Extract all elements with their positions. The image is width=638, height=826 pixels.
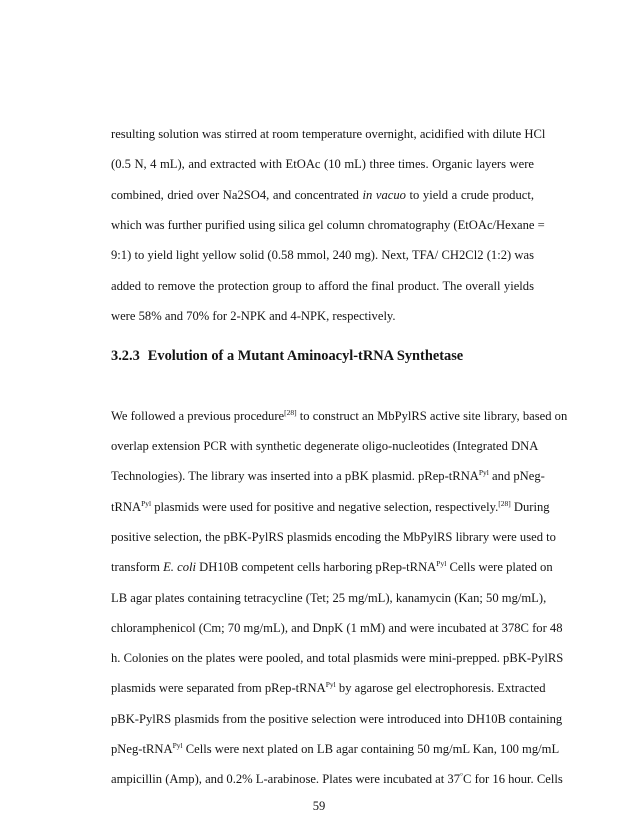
subscript-like: 2 — [237, 188, 244, 202]
superscript: Pyl — [436, 559, 447, 568]
section-heading — [111, 348, 541, 365]
italic-term: in vacuo — [362, 188, 406, 202]
text-run: by agarose gel electrophoresis. Extracted — [335, 681, 546, 695]
text-run: plasmids were separated from pRep-tRNA — [111, 681, 326, 695]
text-run: 9:1) to yield light yellow solid (0.58 mmol, 240 mg). Next, TFA/ CH — [111, 248, 459, 262]
text-run: , and concentrated — [266, 188, 363, 202]
text-run: overlap extension PCR with synthetic degenerate oligo-nucleotides (Integrated DNA — [111, 439, 539, 453]
page-number: 59 — [312, 799, 326, 813]
text-run: were 58% and 70% for 2-NPK and 4-NPK, respectively. — [111, 309, 396, 323]
text-run: ampicillin (Amp), and 0.2% L-arabinose. Plates were incubated at 37 — [111, 772, 461, 786]
text-run: (0.5 N, 4 mL), and extracted with EtOAc (10 mL) three times. Organic layers were — [111, 157, 534, 171]
paragraph-line — [111, 126, 546, 142]
text-run: to yield a crude product, — [405, 188, 534, 202]
subscript-like: 2 — [477, 248, 484, 262]
paragraph-line-last — [111, 308, 534, 324]
superscript: Pyl — [172, 741, 183, 750]
text-run: chloramphenicol (Cm; 70 mg/mL), and DnpK (1 mM) and were incubated at 378C for 48 — [111, 621, 563, 635]
text-run: added to remove the protection group to afford the final product. The overall yields — [111, 279, 534, 293]
superscript: ° — [460, 771, 464, 780]
text-run: During — [510, 500, 550, 514]
text-run: C for 16 hour. Cells — [463, 772, 563, 786]
paragraph-line — [111, 278, 534, 294]
text-run: Technologies). The library was inserted into a pBK plasmid. pRep-tRNA — [111, 469, 479, 483]
subscript-like: 4 — [259, 188, 267, 202]
superscript: Pyl — [478, 468, 489, 477]
text-run: positive selection, the pBK-PylRS plasmids encoding the MbPylRS library were used to — [111, 530, 556, 544]
paragraph-line — [111, 217, 545, 233]
text-run: h. Colonies on the plates were pooled, and total plasmids were mini-prepped. pBK-PylRS — [111, 651, 564, 665]
text-run: and pNeg- — [488, 469, 545, 483]
paragraph-line — [111, 680, 546, 696]
citation-ref: [28] — [498, 499, 511, 508]
text-run: SO — [243, 188, 260, 202]
superscript: Pyl — [325, 680, 336, 689]
paragraph-line — [111, 187, 534, 203]
subscript-like: 2 — [459, 248, 466, 262]
text-run: tRNA — [111, 500, 142, 514]
paragraph-line — [111, 620, 563, 636]
citation-ref: [28] — [284, 408, 297, 417]
paragraph-line — [111, 468, 545, 484]
paragraph-line — [111, 771, 563, 787]
text-run: LB agar plates containing tetracycline (Tet; 25 mg/mL), kanamycin (Kan; 50 mg/mL), — [111, 591, 547, 605]
paragraph-line — [111, 408, 568, 424]
text-run: resulting solution was stirred at room temperature overnight, acidified with dilute HCl — [111, 127, 546, 141]
paragraph-line — [111, 247, 534, 263]
paragraph-line — [111, 590, 547, 606]
text-run: We followed a previous procedure — [111, 409, 285, 423]
text-run: DH10B competent cells harboring pRep-tRNA — [195, 560, 437, 574]
text-run: Cells were next plated on LB agar containing 50 mg/mL Kan, 100 mg/mL — [182, 742, 560, 756]
paragraph-line — [111, 156, 534, 172]
text-run: plasmids were used for positive and negative selection, respectively. — [151, 500, 499, 514]
superscript: Pyl — [141, 499, 152, 508]
paragraph-line — [111, 741, 560, 757]
text-run: (1:2) was — [483, 248, 534, 262]
text-run: pNeg-tRNA — [111, 742, 173, 756]
italic-term: E. coli — [163, 560, 196, 574]
text-run: Cells were plated on — [446, 560, 553, 574]
paragraph-line — [111, 559, 553, 575]
text-run: transform — [111, 560, 164, 574]
paragraph-line — [111, 499, 550, 515]
text-run: combined, dried over Na — [111, 188, 238, 202]
paragraph-line — [111, 711, 563, 727]
text-run: which was further purified using silica gel column chromatography (EtOAc/Hexane = — [111, 218, 545, 232]
text-run: pBK-PylRS plasmids from the positive selection were introduced into DH10B containing — [111, 712, 563, 726]
paragraph-line — [111, 529, 556, 545]
section-title: Evolution of a Mutant Aminoacyl-tRNA Synthetase — [147, 348, 464, 364]
paragraph-line — [111, 438, 539, 454]
section-number: 3.2.3 — [111, 348, 140, 364]
text-run: Cl — [465, 248, 478, 262]
paragraph-line — [111, 650, 564, 666]
text-run: to construct an MbPylRS active site library, based on — [296, 409, 568, 423]
